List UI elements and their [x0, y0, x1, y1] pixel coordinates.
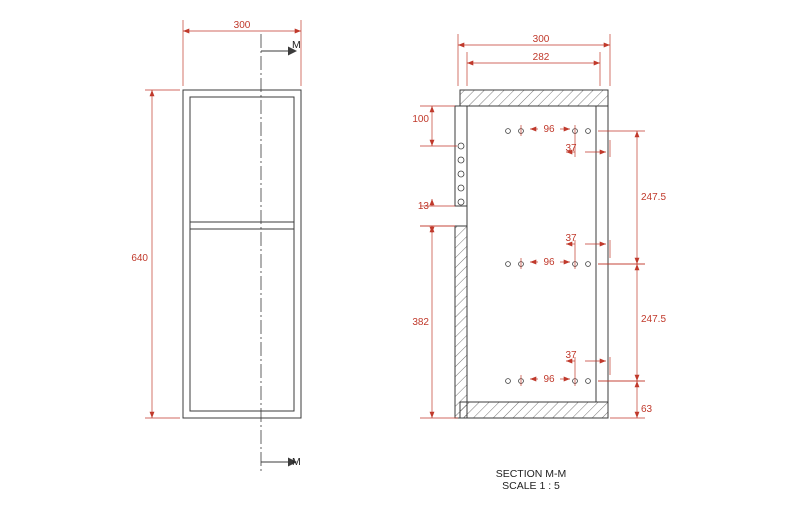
dim-section-inner-width-value: 282 [532, 52, 550, 63]
dim-front-width-value: 300 [233, 20, 251, 31]
dim-section-lower-height [412, 226, 458, 418]
dim-section-top-offset-value: 100 [412, 114, 429, 125]
dim-hole-row2-37-value: 37 [565, 233, 577, 244]
dim-section-spacing-upper-value: 247.5 [641, 192, 667, 203]
dim-hole-row1-37 [565, 136, 610, 157]
section-mark-bottom [261, 456, 301, 468]
view-title: SECTION M-M [495, 468, 567, 480]
dim-hole-row1-96-value: 96 [543, 124, 555, 135]
dim-hole-row1-37-value: 37 [565, 143, 577, 154]
dim-hole-row3-96 [521, 374, 575, 386]
dim-front-width [183, 20, 301, 86]
dim-hole-row3-37-value: 37 [565, 350, 577, 361]
section-mark-top [261, 39, 301, 56]
dim-section-lower-height-value: 382 [412, 317, 429, 328]
dim-section-panel-thickness [418, 199, 455, 233]
dim-hole-row3-37 [565, 350, 610, 375]
dim-hole-row1-96 [521, 124, 575, 136]
dim-front-height [131, 90, 180, 418]
dim-section-panel-thickness-value: 13 [417, 201, 429, 212]
dim-section-spacing-lower-value: 247.5 [641, 314, 667, 325]
dim-section-top-offset [412, 106, 457, 146]
dim-section-inner-width [467, 52, 600, 86]
dim-hole-row3-96-value: 96 [543, 374, 555, 385]
dim-hole-row2-37 [565, 233, 610, 258]
section-view-geometry [455, 90, 608, 418]
dim-section-overall-width-value: 300 [532, 34, 550, 45]
dim-section-bottom-offset-value: 63 [641, 404, 653, 415]
front-elevation-geometry [183, 90, 301, 418]
dim-front-height-value: 640 [131, 253, 148, 264]
dim-hole-row2-96 [521, 257, 575, 269]
dim-hole-row2-96-value: 96 [543, 257, 555, 268]
section-mark-bottom-label: M [292, 456, 301, 468]
section-mark-top-label: M [292, 39, 301, 51]
view-title-block [496, 468, 567, 492]
view-scale: SCALE 1 : 5 [502, 480, 560, 492]
